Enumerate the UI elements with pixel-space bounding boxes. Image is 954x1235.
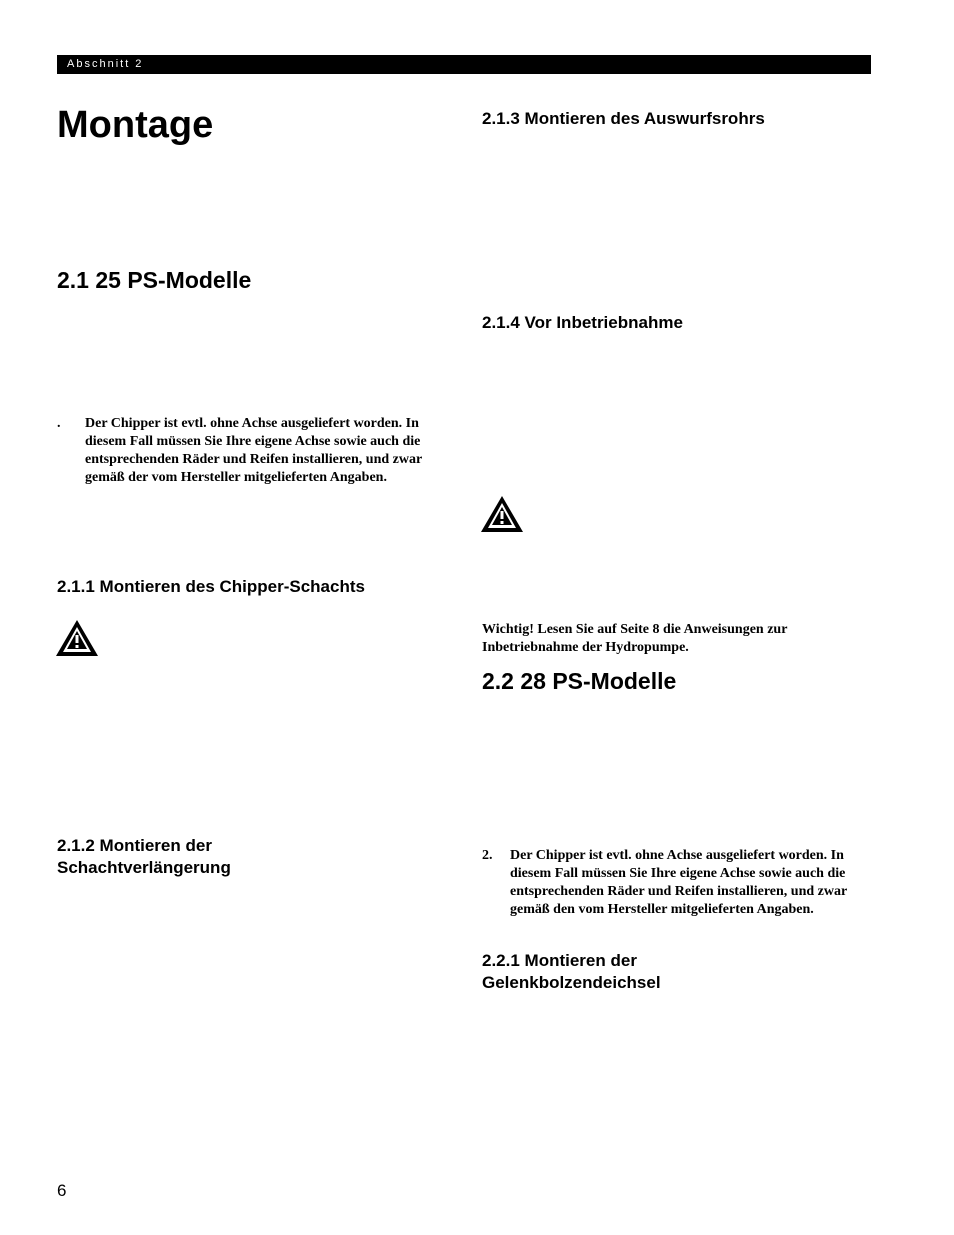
heading-2-2: 2.2 28 PS-Modelle xyxy=(482,668,677,694)
note-axle-25ps xyxy=(57,415,442,487)
page-number: 6 xyxy=(57,1181,67,1200)
warning-triangle-icon xyxy=(480,494,524,534)
warning-triangle-icon xyxy=(55,618,99,658)
heading-2-2-1-line1: 2.2.1 Montieren der xyxy=(482,951,637,970)
section-header-bar xyxy=(57,55,871,74)
heading-2-1: 2.1 25 PS-Modelle xyxy=(57,267,252,293)
important-note: Wichtig! Lesen Sie auf Seite 8 die Anweisungen zur Inbetriebnahme der Hydropumpe. xyxy=(482,622,788,655)
page-title: Montage xyxy=(57,104,214,146)
note-text: Der Chipper ist evtl. ohne Achse ausgeliefert worden. In diesem Fall müssen Sie Ihre eigene Achse sowie auch die entsprechenden Räder und Reifen installieren, und zwar gemäß der vom Hersteller mitgelieferten Angaben. xyxy=(85,416,422,485)
heading-2-1-2-line1: 2.1.2 Montieren der xyxy=(57,836,212,855)
note-number: 2. xyxy=(482,848,493,863)
heading-2-2-1-line2: Gelenkbolzendeichsel xyxy=(482,973,661,992)
section-label: Abschnitt 2 xyxy=(67,58,144,70)
heading-2-1-2-line2: Schachtverlängerung xyxy=(57,858,231,877)
heading-2-1-1: 2.1.1 Montieren des Chipper-Schachts xyxy=(57,577,365,596)
note-number: . xyxy=(57,416,61,431)
heading-2-1-3: 2.1.3 Montieren des Auswurfsrohrs xyxy=(482,109,765,128)
heading-2-1-4: 2.1.4 Vor Inbetriebnahme xyxy=(482,313,683,332)
heading-2-2-1 xyxy=(482,950,661,994)
note-axle-28ps xyxy=(482,847,872,919)
heading-2-1-2 xyxy=(57,835,231,879)
note-text: Der Chipper ist evtl. ohne Achse ausgeliefert worden. In diesem Fall müssen Sie Ihre eigene Achse sowie auch die entsprechenden Räder und Reifen installieren, und zwar gemäß den vom Hersteller mitgelieferten Angaben. xyxy=(510,848,847,917)
